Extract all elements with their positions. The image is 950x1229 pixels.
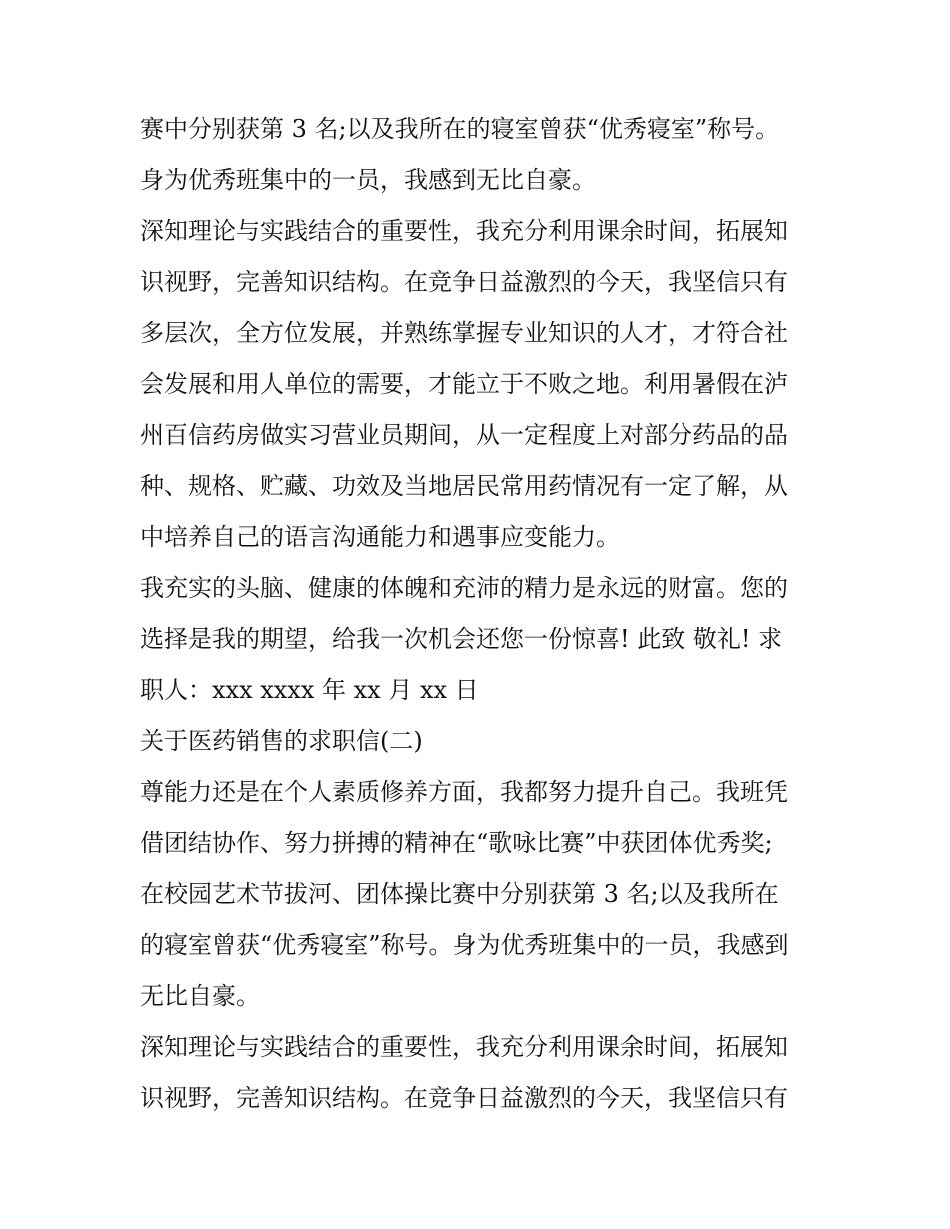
section-heading: 关于医药销售的求职信(二) — [140, 727, 423, 755]
text-line: 无比自豪。 — [140, 982, 260, 1010]
text-line: 中培养自己的语言沟通能力和遇事应变能力。 — [140, 523, 620, 551]
text-line: 深知理论与实践结合的重要性，我充分利用课余时间，拓展知 — [140, 217, 788, 245]
text-line: 深知理论与实践结合的重要性，我充分利用课余时间，拓展知 — [140, 1033, 788, 1061]
text-line: 赛中分别获第 3 名;以及我所在的寝室曾获“优秀寝室”称号。 — [140, 115, 780, 143]
text-line: 选择是我的期望，给我一次机会还您一份惊喜! 此致 敬礼! 求 — [140, 625, 783, 653]
text-line: 职人：xxx xxxx 年 xx 月 xx 日 — [140, 676, 479, 704]
text-line: 种、规格、贮藏、功效及当地居民常用药情况有一定了解，从 — [140, 472, 788, 500]
text-line: 识视野，完善知识结构。在竞争日益激烈的今天，我坚信只有 — [140, 1084, 788, 1112]
text-line: 识视野，完善知识结构。在竞争日益激烈的今天，我坚信只有 — [140, 268, 788, 296]
text-line: 我充实的头脑、健康的体魄和充沛的精力是永远的财富。您的 — [140, 574, 788, 602]
text-line: 借团结协作、努力拼搏的精神在“歌咏比赛”中获团体优秀奖; — [140, 829, 773, 857]
text-line: 州百信药房做实习营业员期间，从一定程度上对部分药品的品 — [140, 421, 788, 449]
text-line: 的寝室曾获“优秀寝室”称号。身为优秀班集中的一员，我感到 — [140, 931, 789, 959]
document-body — [140, 104, 820, 1124]
text-line: 多层次，全方位发展，并熟练掌握专业知识的人才，才符合社 — [140, 319, 788, 347]
text-line: 身为优秀班集中的一员，我感到无比自豪。 — [140, 166, 596, 194]
text-line: 尊能力还是在个人素质修养方面，我都努力提升自己。我班凭 — [140, 778, 788, 806]
text-line: 会发展和用人单位的需要，才能立于不败之地。利用暑假在泸 — [140, 370, 788, 398]
text-line: 在校园艺术节拔河、团体操比赛中分别获第 3 名;以及我所在 — [140, 880, 779, 908]
